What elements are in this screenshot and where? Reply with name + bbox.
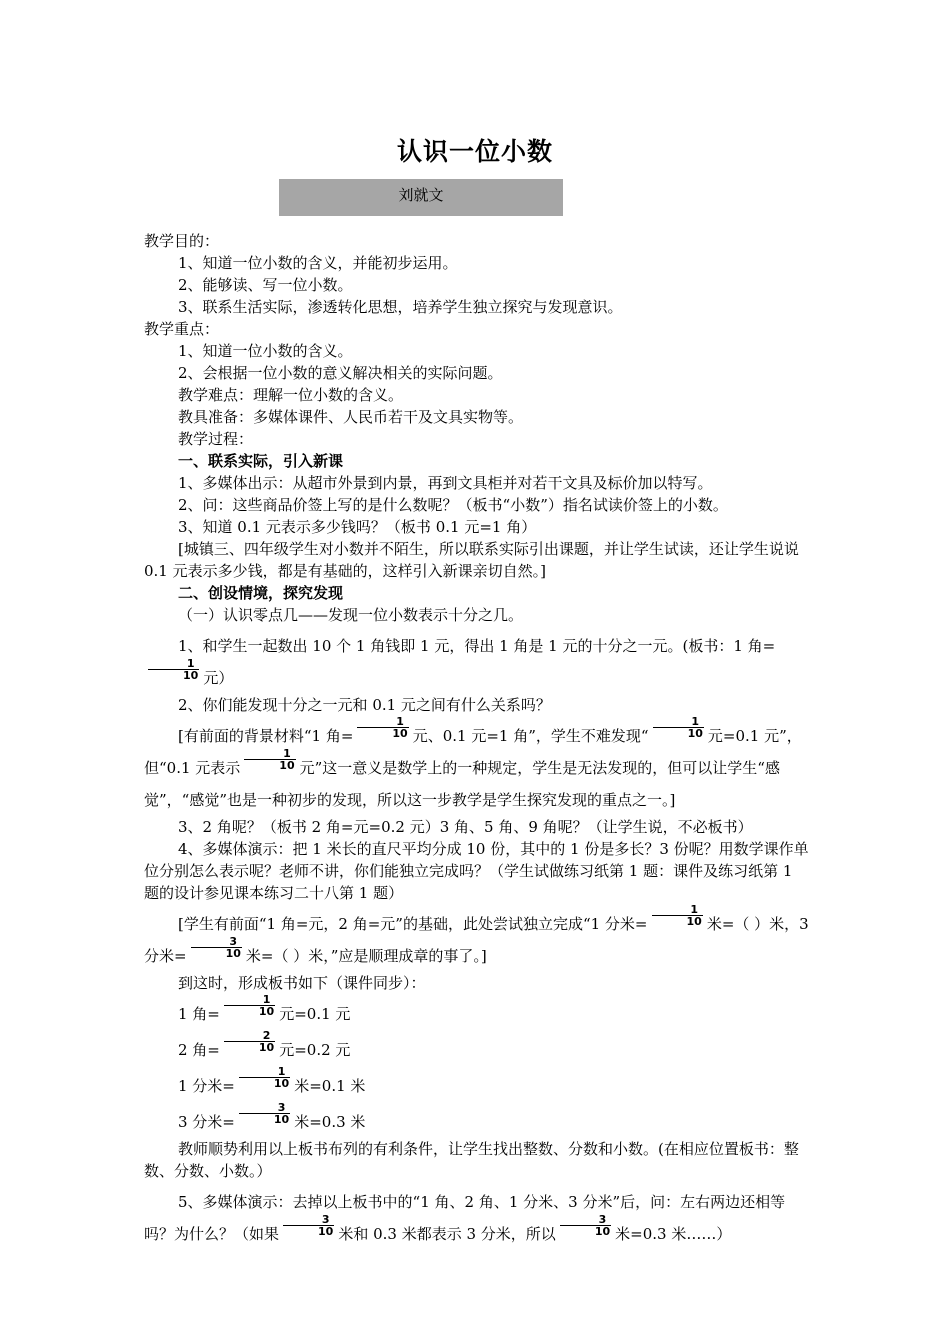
process-heading: 教学过程：: [178, 430, 254, 448]
section2-item-4: 4、多媒体演示：把 1 米长的直尺平均分成 10 份，其中的 1 份是多长？3 份呢？用数学课作单位分别怎么表示呢？老师不讲，你们能独立完成吗？（学生试做练习纸第 1 题：课件及练习纸第 1 题的设计参见课本练习二十八第 1 题）: [144, 840, 809, 902]
denominator: 10: [224, 1005, 275, 1017]
document-title: 认识一位小数: [396, 137, 553, 166]
denominator: 10: [652, 915, 703, 927]
numerator: 1: [277, 1064, 286, 1078]
fraction: [239, 1066, 290, 1089]
text-segment: 元、0.1 元=1 角”，学生不难发现“: [412, 727, 649, 745]
denominator: 10: [283, 1225, 334, 1237]
materials-line: 教具准备：多媒体课件、人民币若干及文具实物等。: [178, 408, 524, 426]
section2-item-5: [144, 1186, 810, 1250]
section1-note: [城镇三、四年级学生对小数并不陌生，所以联系实际引出课题，并让学生试读，还让学生说说 0.1 元表示多少钱，都是有基础的，这样引入新课亲切自然。]: [144, 540, 799, 580]
text-segment: 元=0.1 元”，但“0.1 元表示: [144, 727, 802, 777]
fraction: [244, 748, 295, 771]
difficulty-line: 教学难点：理解一位小数的含义。: [178, 386, 404, 404]
fraction: [560, 1214, 611, 1237]
numerator: 1: [186, 656, 195, 670]
fraction: [148, 658, 199, 681]
board-right: 米=0.3 米: [294, 1113, 366, 1131]
board-line: [144, 1100, 810, 1138]
board-intro: 到这时，形成板书如下（课件同步）：: [178, 974, 426, 992]
author-box: 刘就文: [279, 179, 563, 216]
board-left: 2 角=: [178, 1041, 220, 1059]
fraction: [224, 1030, 275, 1053]
text-segment: 米和 0.3 米都表示 3 分米，所以: [338, 1225, 556, 1243]
denominator: 10: [357, 727, 408, 739]
board-left: 3 分米=: [178, 1113, 235, 1131]
section2-item-1: [144, 630, 810, 694]
objective-item: 1、知道一位小数的含义，并能初步运用。: [178, 254, 458, 272]
objective-item: 2、能够读、写一位小数。: [178, 276, 353, 294]
numerator: 1: [691, 714, 700, 728]
denominator: 10: [560, 1225, 611, 1237]
keypoint-item: 1、知道一位小数的含义。: [178, 342, 353, 360]
board-right: 米=0.1 米: [294, 1077, 366, 1095]
fraction: [653, 716, 704, 739]
denominator: 10: [148, 669, 199, 681]
section2-item-2: 2、你们能发现十分之一元和 0.1 元之间有什么关系吗？: [178, 696, 551, 714]
fraction: [224, 994, 275, 1017]
numerator: 3: [277, 1100, 286, 1114]
text-segment: 米=（ ）米，3 分米=: [144, 915, 809, 965]
text-segment: [学生有前面“1 角=元，2 角=元”的基础，此处尝试独立完成“1 分米=: [178, 915, 648, 933]
section1-item: 3、知道 0.1 元表示多少钱吗？（板书 0.1 元=1 角）: [178, 518, 537, 536]
board-line: [144, 992, 810, 1030]
text-segment: 米=（ ）米，”应是顺理成章的事了。]: [245, 947, 487, 965]
numerator: 3: [229, 934, 238, 948]
numerator: 3: [321, 1212, 330, 1226]
section1-item: 2、问：这些商品价签上写的是什么数呢？（板书“小数”）指名试读价签上的小数。: [178, 496, 728, 514]
section2-subheading: （一）认识零点几——发现一位小数表示十分之几。: [178, 606, 524, 624]
denominator: 10: [239, 1113, 290, 1125]
numerator: 1: [396, 714, 404, 728]
fraction: [283, 1214, 334, 1237]
keypoints-heading: 教学重点：: [144, 320, 220, 338]
denominator: 10: [239, 1077, 290, 1089]
text-segment: 元）: [203, 669, 234, 687]
denominator: 10: [244, 759, 295, 771]
section1-item: 1、多媒体出示：从超市外景到内景，再到文具柜并对若干文具及标价加以特写。: [178, 474, 713, 492]
board-left: 1 分米=: [178, 1077, 235, 1095]
text-segment: 元”这一意义是数学上的一种规定，学生是无法发现的，但可以让学生“感觉”，“感觉”也是一种初步的发现，所以这一步教学是学生探究发现的重点之一。]: [144, 759, 780, 809]
fraction: [191, 936, 242, 959]
text-segment: 米=0.3 米……）: [615, 1225, 732, 1243]
denominator: 10: [653, 727, 704, 739]
section2-note-2: [144, 902, 810, 972]
text-segment: [有前面的背景材料“1 角=: [178, 727, 354, 745]
board-line: [144, 1028, 810, 1066]
fraction: [652, 904, 703, 927]
numerator: 2: [262, 1028, 271, 1042]
section2-note-1: [144, 714, 810, 816]
fraction: [357, 716, 408, 739]
board-line: [144, 1064, 810, 1102]
objectives-heading: 教学目的：: [144, 232, 220, 250]
denominator: 10: [224, 1041, 275, 1053]
denominator: 10: [191, 947, 242, 959]
text-segment: 5、多媒体演示：去掉以上板书中的“1 角、2 角、1 分米、3 分米”后，问：左右两边还相等吗？为什么？（如果: [144, 1193, 786, 1243]
section1-heading: 一、联系实际，引入新课: [178, 452, 344, 470]
text-segment: 1、和学生一起数出 10 个 1 角钱即 1 元，得出 1 角是 1 元的十分之一元。(板书：1 角=: [178, 637, 776, 655]
keypoint-item: 2、会根据一位小数的意义解决相关的实际问题。: [178, 364, 503, 382]
section2-heading: 二、创设情境，探究发现: [178, 584, 344, 602]
numerator: 1: [690, 902, 698, 916]
board-left: 1 角=: [178, 1005, 220, 1023]
numerator: 1: [262, 992, 271, 1006]
document-body: [144, 230, 810, 1250]
fraction: [239, 1102, 290, 1125]
numerator: 3: [598, 1212, 607, 1226]
objective-item: 3、联系生活实际，渗透转化思想，培养学生独立探究与发现意识。: [178, 298, 623, 316]
board-right: 元=0.2 元: [279, 1041, 351, 1059]
teacher-note: 教师顺势利用以上板书布列的有利条件，让学生找出整数、分数和小数。(在相应位置板书：整数、分数、小数。）: [144, 1140, 799, 1180]
board-right: 元=0.1 元: [279, 1005, 351, 1023]
numerator: 1: [283, 746, 291, 760]
section2-item-3: 3、2 角呢？（板书 2 角=元=0.2 元）3 角、5 角、9 角呢？（让学生说，不必板书）: [178, 818, 753, 836]
